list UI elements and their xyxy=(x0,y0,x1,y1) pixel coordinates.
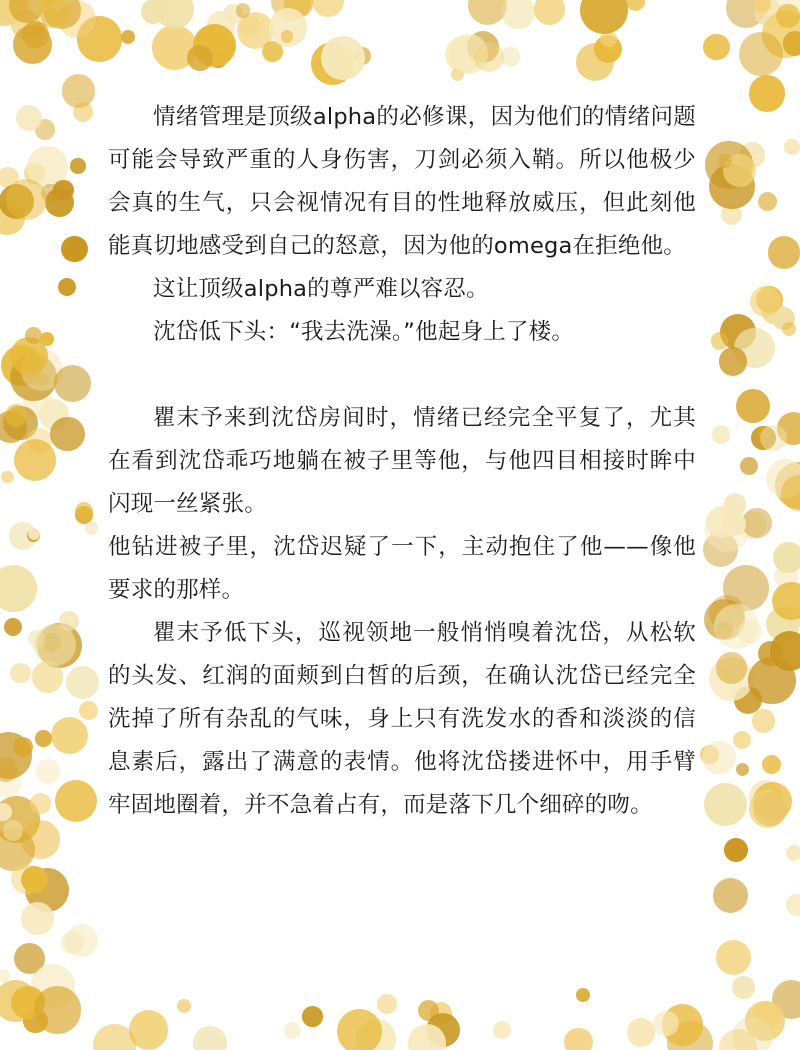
confetti-dot xyxy=(36,759,60,783)
confetti-dot xyxy=(576,43,614,81)
confetti-dot xyxy=(11,864,41,894)
confetti-dot xyxy=(21,820,59,858)
confetti-dot xyxy=(777,412,800,445)
confetti-dot xyxy=(35,730,52,747)
confetti-dot xyxy=(723,154,756,187)
confetti-dot xyxy=(13,25,52,64)
confetti-dot xyxy=(0,796,40,843)
confetti-dot xyxy=(271,0,311,21)
paragraph: 沈岱低下头：“我去洗澡。”他起身上了楼。 xyxy=(153,319,575,345)
confetti-dot xyxy=(786,894,800,916)
confetti-dot xyxy=(155,0,194,29)
confetti-dot xyxy=(758,641,783,666)
confetti-dot xyxy=(774,565,797,588)
confetti-dot xyxy=(177,999,191,1013)
confetti-dot xyxy=(16,105,42,131)
confetti-dot xyxy=(467,31,500,64)
confetti-dot xyxy=(321,36,365,80)
confetti-dot xyxy=(121,30,135,44)
confetti-dot xyxy=(750,286,781,317)
confetti-dot xyxy=(239,16,260,37)
confetti-dot xyxy=(449,34,489,74)
confetti-dot xyxy=(742,508,772,538)
confetti-dot xyxy=(719,667,733,681)
confetti-dot xyxy=(738,620,763,645)
confetti-dot xyxy=(42,0,55,7)
document-text-body xyxy=(108,96,696,827)
confetti-dot xyxy=(753,782,792,821)
confetti-dot xyxy=(1,471,14,484)
confetti-dot xyxy=(337,1009,383,1050)
confetti-dot xyxy=(187,45,214,72)
confetti-dot xyxy=(772,980,800,1020)
confetti-dot xyxy=(23,1009,48,1034)
confetti-dot xyxy=(1,345,42,386)
confetti-dot xyxy=(77,16,122,61)
confetti-dot xyxy=(772,307,795,330)
confetti-dot xyxy=(66,666,99,699)
confetti-dot xyxy=(35,119,56,140)
confetti-dot xyxy=(27,529,40,542)
confetti-dot xyxy=(726,0,766,28)
confetti-dot xyxy=(766,607,800,641)
confetti-dot xyxy=(45,188,74,217)
confetti-dot xyxy=(0,767,22,797)
confetti-dot xyxy=(766,459,800,498)
confetti-dot xyxy=(5,404,28,427)
confetti-dot xyxy=(41,184,60,203)
confetti-dot xyxy=(25,327,42,344)
confetti-dot xyxy=(576,988,590,1002)
confetti-dot xyxy=(281,30,293,42)
confetti-dot xyxy=(723,565,769,611)
confetti-dot xyxy=(70,158,85,173)
confetti-dot xyxy=(21,902,54,935)
confetti-dot xyxy=(418,1000,439,1021)
confetti-dot xyxy=(430,1002,453,1025)
confetti-dot xyxy=(736,389,770,423)
confetti-dot xyxy=(720,314,757,351)
confetti-dot xyxy=(740,457,759,476)
confetti-dot xyxy=(11,10,41,40)
confetti-dot xyxy=(756,286,783,313)
confetti-dot xyxy=(713,878,748,913)
confetti-dot xyxy=(75,506,93,524)
confetti-dot xyxy=(758,192,777,211)
confetti-dot xyxy=(27,428,52,453)
confetti-dot xyxy=(284,0,313,18)
confetti-dot xyxy=(43,0,81,29)
confetti-dot xyxy=(9,522,37,550)
confetti-dot xyxy=(59,611,80,632)
confetti-dot xyxy=(36,374,49,387)
confetti-dot xyxy=(0,803,12,821)
confetti-dot xyxy=(501,47,521,67)
confetti-dot xyxy=(10,354,57,401)
confetti-dot xyxy=(0,0,27,26)
confetti-dot xyxy=(193,24,236,67)
confetti-dot xyxy=(732,976,755,999)
confetti-dot xyxy=(784,139,800,155)
confetti-dot xyxy=(54,365,91,402)
confetti-dot xyxy=(716,652,748,684)
confetti-dot xyxy=(714,604,759,649)
confetti-dot xyxy=(775,462,800,509)
confetti-dot xyxy=(41,8,61,28)
confetti-dot xyxy=(55,780,97,822)
confetti-dot xyxy=(3,406,38,441)
confetti-dot xyxy=(709,595,746,632)
confetti-dot xyxy=(75,502,93,520)
confetti-dot xyxy=(58,0,96,38)
confetti-dot xyxy=(262,41,283,62)
paragraph: 瞿末予低下头，巡视领地一般悄悄嗅着沈岱，从松软的头发、红润的面颊到白皙的后颈，在确认沈岱已经完全洗掉了所有杂乱的气味，身上只有洗发水的香和淡淡的信息素后，露出了满意的表情。他将沈岱搂进怀中，用手臂牢固地圈着，并不急着占有，而是落下几个细碎的吻。 xyxy=(108,620,696,818)
confetti-dot xyxy=(770,631,800,671)
confetti-dot xyxy=(739,142,765,168)
confetti-dot xyxy=(14,439,56,481)
confetti-dot xyxy=(600,30,617,47)
confetti-dot xyxy=(653,1011,679,1037)
paragraph: 瞿末予来到沈岱房间时，情绪已经完全平复了，尤其在看到沈岱乖巧地躺在被子里等他，与他四目相接时眸中闪现一丝紧张。 xyxy=(108,405,696,517)
confetti-dot xyxy=(703,532,739,568)
confetti-dot xyxy=(703,34,730,61)
confetti-dot xyxy=(85,521,98,534)
confetti-dot xyxy=(27,146,69,188)
confetti-dot xyxy=(706,506,738,538)
confetti-dot xyxy=(722,512,746,536)
confetti-dot xyxy=(732,1017,772,1050)
confetti-dot xyxy=(724,493,747,516)
confetti-dot xyxy=(716,940,751,975)
confetti-dot xyxy=(21,349,63,391)
confetti-dot xyxy=(79,701,99,721)
confetti-dot xyxy=(760,425,787,452)
confetti-dot xyxy=(783,607,800,627)
confetti-dot xyxy=(61,236,88,263)
confetti-dot xyxy=(62,74,95,107)
confetti-dot xyxy=(752,1001,780,1029)
confetti-dot xyxy=(152,25,197,70)
confetti-dot xyxy=(704,783,747,826)
confetti-dot xyxy=(193,1026,227,1050)
confetti-dot xyxy=(0,732,32,780)
confetti-dot xyxy=(25,868,69,912)
confetti-dot xyxy=(37,623,82,668)
confetti-dot xyxy=(594,35,623,64)
confetti-dot xyxy=(0,565,37,612)
confetti-dot xyxy=(10,663,30,683)
confetti-dot xyxy=(39,399,69,429)
confetti-dot xyxy=(34,624,76,666)
confetti-dot xyxy=(445,36,482,73)
confetti-dot xyxy=(718,154,731,167)
confetti-dot xyxy=(312,0,344,17)
confetti-dot xyxy=(426,1013,460,1047)
confetti-dot xyxy=(704,599,745,640)
confetti-dot xyxy=(39,0,72,28)
confetti-dot xyxy=(6,179,47,220)
confetti-dot xyxy=(31,964,75,1008)
confetti-dot xyxy=(23,388,53,418)
confetti-dot xyxy=(408,1024,447,1050)
confetti-dot xyxy=(534,0,566,25)
confetti-dot xyxy=(762,11,800,59)
confetti-dot xyxy=(662,1004,704,1046)
confetti-dot xyxy=(22,21,49,48)
confetti-dot xyxy=(0,184,34,219)
confetti-dot xyxy=(751,426,776,451)
confetti-dot xyxy=(493,1021,511,1039)
confetti-dot xyxy=(745,1001,785,1041)
confetti-dot xyxy=(721,204,742,225)
confetti-dot xyxy=(236,3,251,18)
confetti-dot xyxy=(302,1006,323,1027)
confetti-dot xyxy=(0,828,35,872)
confetti-dot xyxy=(709,657,753,701)
confetti-dot xyxy=(734,328,775,369)
confetti-dot xyxy=(501,0,535,29)
confetti-dot xyxy=(0,200,25,236)
confetti-dot xyxy=(33,22,46,35)
confetti-dot xyxy=(715,621,733,639)
confetti-dot xyxy=(762,301,786,325)
confetti-dot xyxy=(61,931,84,954)
confetti-dot xyxy=(269,8,308,47)
confetti-dot xyxy=(719,347,748,376)
confetti-dot xyxy=(754,0,781,26)
confetti-dot xyxy=(237,12,274,49)
confetti-dot xyxy=(724,838,748,862)
confetti-dot xyxy=(30,793,51,814)
paragraph: 他钻进被子里，沈岱迟疑了一下，主动抱住了他——像他要求的那样。 xyxy=(108,534,696,603)
confetti-dot xyxy=(702,741,735,774)
confetti-dot xyxy=(749,75,785,111)
confetti-dot xyxy=(752,709,775,732)
confetti-dot xyxy=(53,180,74,201)
confetti-dot xyxy=(783,31,800,56)
confetti-dot xyxy=(711,332,729,350)
confetti-dot xyxy=(564,1028,593,1050)
confetti-dot xyxy=(765,0,800,25)
confetti-dot xyxy=(733,731,751,749)
confetti-dot xyxy=(9,0,44,23)
paragraph: 情绪管理是顶级alpha的必修课，因为他们的情绪问题可能会导致严重的人身伤害，刀剑必须入鞘。所以他极少会真的生气，只会视情况有目的性地释放威压，但此刻他能真切地感受到自己的怒意，因为他的omega在拒绝他。 xyxy=(108,104,696,259)
confetti-dot xyxy=(762,755,781,774)
confetti-dot xyxy=(0,0,31,21)
confetti-dot xyxy=(0,969,10,982)
confetti-dot xyxy=(13,737,33,757)
confetti-dot xyxy=(311,42,354,85)
confetti-dot xyxy=(776,4,800,29)
confetti-dot xyxy=(772,582,800,620)
confetti-dot xyxy=(474,42,504,72)
confetti-dot xyxy=(704,506,750,552)
confetti-dot xyxy=(712,425,730,443)
confetti-dot xyxy=(28,630,45,647)
confetti-dot xyxy=(65,924,98,957)
confetti-dot xyxy=(73,102,93,122)
confetti-dot xyxy=(786,845,800,861)
confetti-dot xyxy=(34,986,82,1034)
confetti-dot xyxy=(377,994,397,1014)
confetti-dot xyxy=(356,1019,396,1050)
confetti-dot xyxy=(43,633,62,652)
confetti-dot xyxy=(748,657,796,705)
confetti-dot xyxy=(28,528,41,541)
confetti-dot xyxy=(223,4,243,24)
confetti-dot xyxy=(141,0,167,24)
confetti-dot xyxy=(753,792,787,826)
confetti-dot xyxy=(736,763,749,776)
confetti-dot xyxy=(709,164,755,210)
confetti-dot xyxy=(719,1029,757,1050)
confetti-dot xyxy=(40,332,54,346)
confetti-dot xyxy=(739,32,783,76)
confetti-dot xyxy=(0,757,18,782)
confetti-dot xyxy=(353,47,371,65)
confetti-dot xyxy=(627,1018,655,1046)
confetti-dot xyxy=(738,511,766,539)
confetti-dot xyxy=(0,411,27,444)
confetti-dot xyxy=(468,0,508,25)
confetti-dot xyxy=(4,618,22,636)
paragraph: 这让顶级alpha的尊严难以容忍。 xyxy=(153,276,489,302)
confetti-dot xyxy=(753,0,771,13)
confetti-dot xyxy=(10,337,49,376)
confetti-dot xyxy=(11,986,45,1020)
confetti-dot xyxy=(51,717,88,754)
confetti-dot xyxy=(580,0,628,34)
confetti-dot xyxy=(0,167,19,189)
confetti-dot xyxy=(734,686,762,714)
confetti-dot xyxy=(58,278,76,296)
confetti-dot xyxy=(749,790,787,828)
paragraph-spacer xyxy=(108,354,696,397)
confetti-dot xyxy=(773,542,800,573)
confetti-dot xyxy=(700,745,719,764)
confetti-dot xyxy=(749,780,783,814)
confetti-dot xyxy=(21,866,48,893)
confetti-dot xyxy=(207,11,234,38)
confetti-dot xyxy=(284,1022,301,1039)
confetti-dot xyxy=(768,236,800,269)
confetti-dot xyxy=(705,141,752,188)
confetti-dot xyxy=(3,820,23,840)
confetti-dot xyxy=(14,943,45,974)
confetti-dot xyxy=(129,1010,169,1050)
confetti-dot xyxy=(93,1024,137,1050)
confetti-dot xyxy=(32,661,63,692)
confetti-dot xyxy=(667,1021,713,1050)
confetti-dot xyxy=(451,68,464,81)
confetti-dot xyxy=(757,426,770,439)
confetti-dot xyxy=(0,980,37,1023)
confetti-dot xyxy=(209,50,226,67)
confetti-dot xyxy=(782,322,796,336)
confetti-dot xyxy=(50,417,85,452)
confetti-dot xyxy=(781,475,800,511)
confetti-dot xyxy=(626,0,645,11)
confetti-dot xyxy=(24,163,45,184)
